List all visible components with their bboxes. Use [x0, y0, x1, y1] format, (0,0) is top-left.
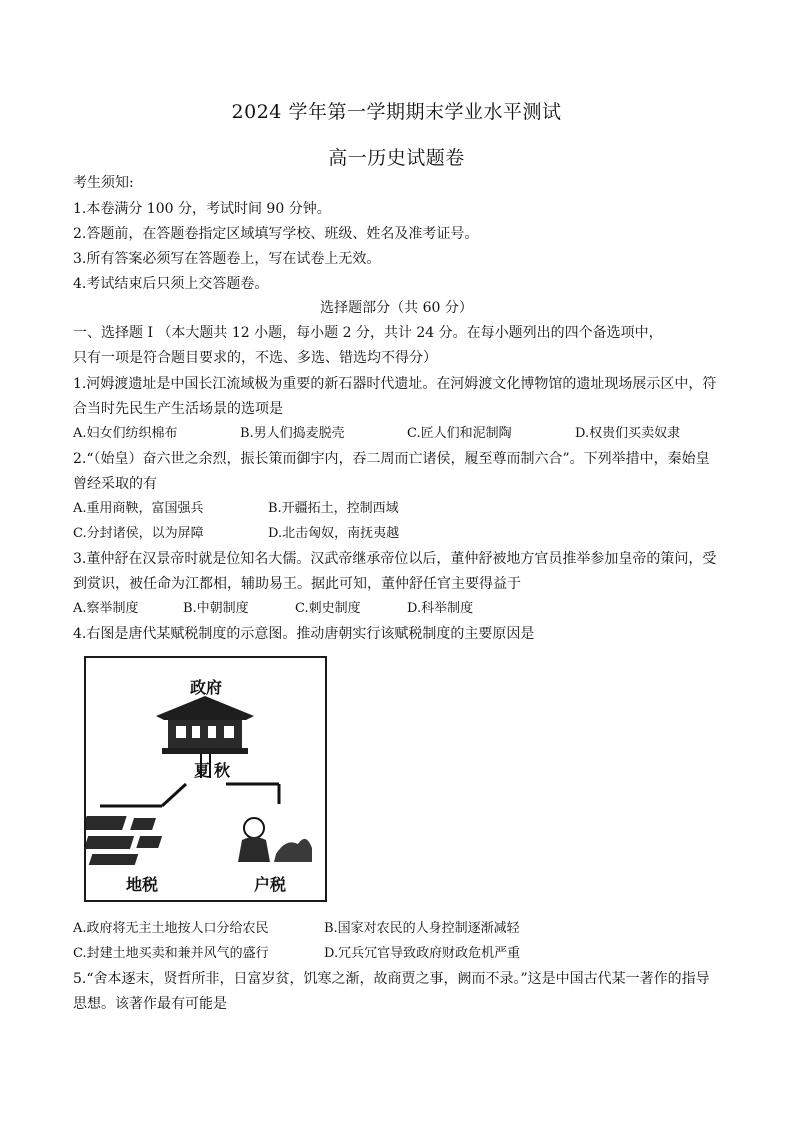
question-2-option-d: D.北击匈奴，南抚夷越 — [268, 526, 400, 541]
notice-item: 3.所有答案必须写在答题卷上，写在试卷上无效。 — [73, 251, 381, 267]
notice-item: 4.考试结束后只须上交答题卷。 — [73, 276, 269, 292]
question-3-option-a: A.察举制度 — [73, 601, 139, 616]
question-4-option-b: B.国家对农民的人身控制逐渐减轻 — [324, 921, 520, 936]
notice-item: 2.答题前，在答题卷指定区域填写学校、班级、姓名及准考证号。 — [73, 226, 479, 242]
section-instructions: 只有一项是符合题目要求的，不选、多选、错选均不得分） — [73, 350, 437, 366]
question-2-option-b: B.开疆拓土，控制西域 — [268, 501, 399, 516]
figure-label-land-tax: 地税 — [126, 875, 159, 894]
figure-label-household-tax: 户税 — [254, 875, 287, 894]
question-4-option-d: D.冗兵冗官导致政府财政危机严重 — [324, 946, 521, 961]
notice-item: 1.本卷满分 100 分，考试时间 90 分钟。 — [73, 201, 331, 217]
exam-subtitle: 高一历史试题卷 — [328, 147, 465, 169]
question-3-stem: 到赏识，被任命为江都相，辅助易王。据此可知，董仲舒任官主要得益于 — [73, 576, 521, 592]
question-3-option-b: B.中朝制度 — [183, 601, 249, 616]
question-2-option-c: C.分封诸侯，以为屏障 — [73, 526, 204, 541]
question-4-option-a: A.政府将无主土地按人口分给农民 — [73, 921, 269, 936]
figure-label-autumn: 秋 — [214, 761, 231, 780]
question-3-stem: 3.董仲舒在汉景帝时就是位知名大儒。汉武帝继承帝位以后，董仲舒被地方官员推举参加皇帝的策问，受 — [73, 551, 717, 567]
tax-system-figure — [84, 656, 327, 902]
figure-label-government: 政府 — [190, 678, 223, 697]
question-2-option-a: A.重用商鞅，富国强兵 — [73, 501, 204, 516]
question-1-stem: 1.河姆渡遗址是中国长江流域极为重要的新石器时代遗址。在河姆渡文化博物馆的遗址现场展示区中，符 — [73, 376, 717, 392]
question-1-option-c: C.匠人们和泥制陶 — [407, 426, 512, 441]
question-3-option-d: D.科举制度 — [407, 601, 474, 616]
notice-heading: 考生须知: — [73, 175, 134, 191]
question-1-option-b: B.男人们捣麦脱壳 — [240, 426, 345, 441]
question-3-option-c: C.刺史制度 — [295, 601, 361, 616]
question-5-stem: 5.“舍本逐末，贤哲所非，日富岁贫，饥寒之渐，故商贾之事，阙而不录。”这是中国古代某一著作的指导 — [73, 971, 710, 987]
question-1-stem: 合当时先民生产生活场景的选项是 — [73, 401, 283, 417]
question-5-stem: 思想。该著作最有可能是 — [73, 996, 227, 1012]
exam-title: 2024 学年第一学期期末学业水平测试 — [231, 101, 562, 123]
section-instructions: 一、选择题 I （本大题共 12 小题，每小题 2 分，共计 24 分。在每小题列出的四个备选项中， — [73, 325, 663, 341]
question-2-stem: 曾经采取的有 — [73, 476, 157, 492]
question-4-stem: 4.右图是唐代某赋税制度的示意图。推动唐朝实行该赋税制度的主要原因是 — [73, 626, 535, 642]
question-2-stem: 2.“（始皇）奋六世之余烈，振长策而御宇内，吞二周而亡诸侯，履至尊而制六合”。下列举措中，秦始皇 — [73, 451, 710, 467]
question-4-option-c: C.封建土地买卖和兼并风气的盛行 — [73, 946, 269, 961]
question-1-option-d: D.权贵们买卖奴隶 — [575, 426, 681, 441]
question-1-option-a: A.妇女们纺织棉布 — [73, 426, 178, 441]
figure-label-summer: 夏 — [194, 761, 211, 780]
section-title: 选择题部分（共 60 分） — [320, 300, 473, 316]
